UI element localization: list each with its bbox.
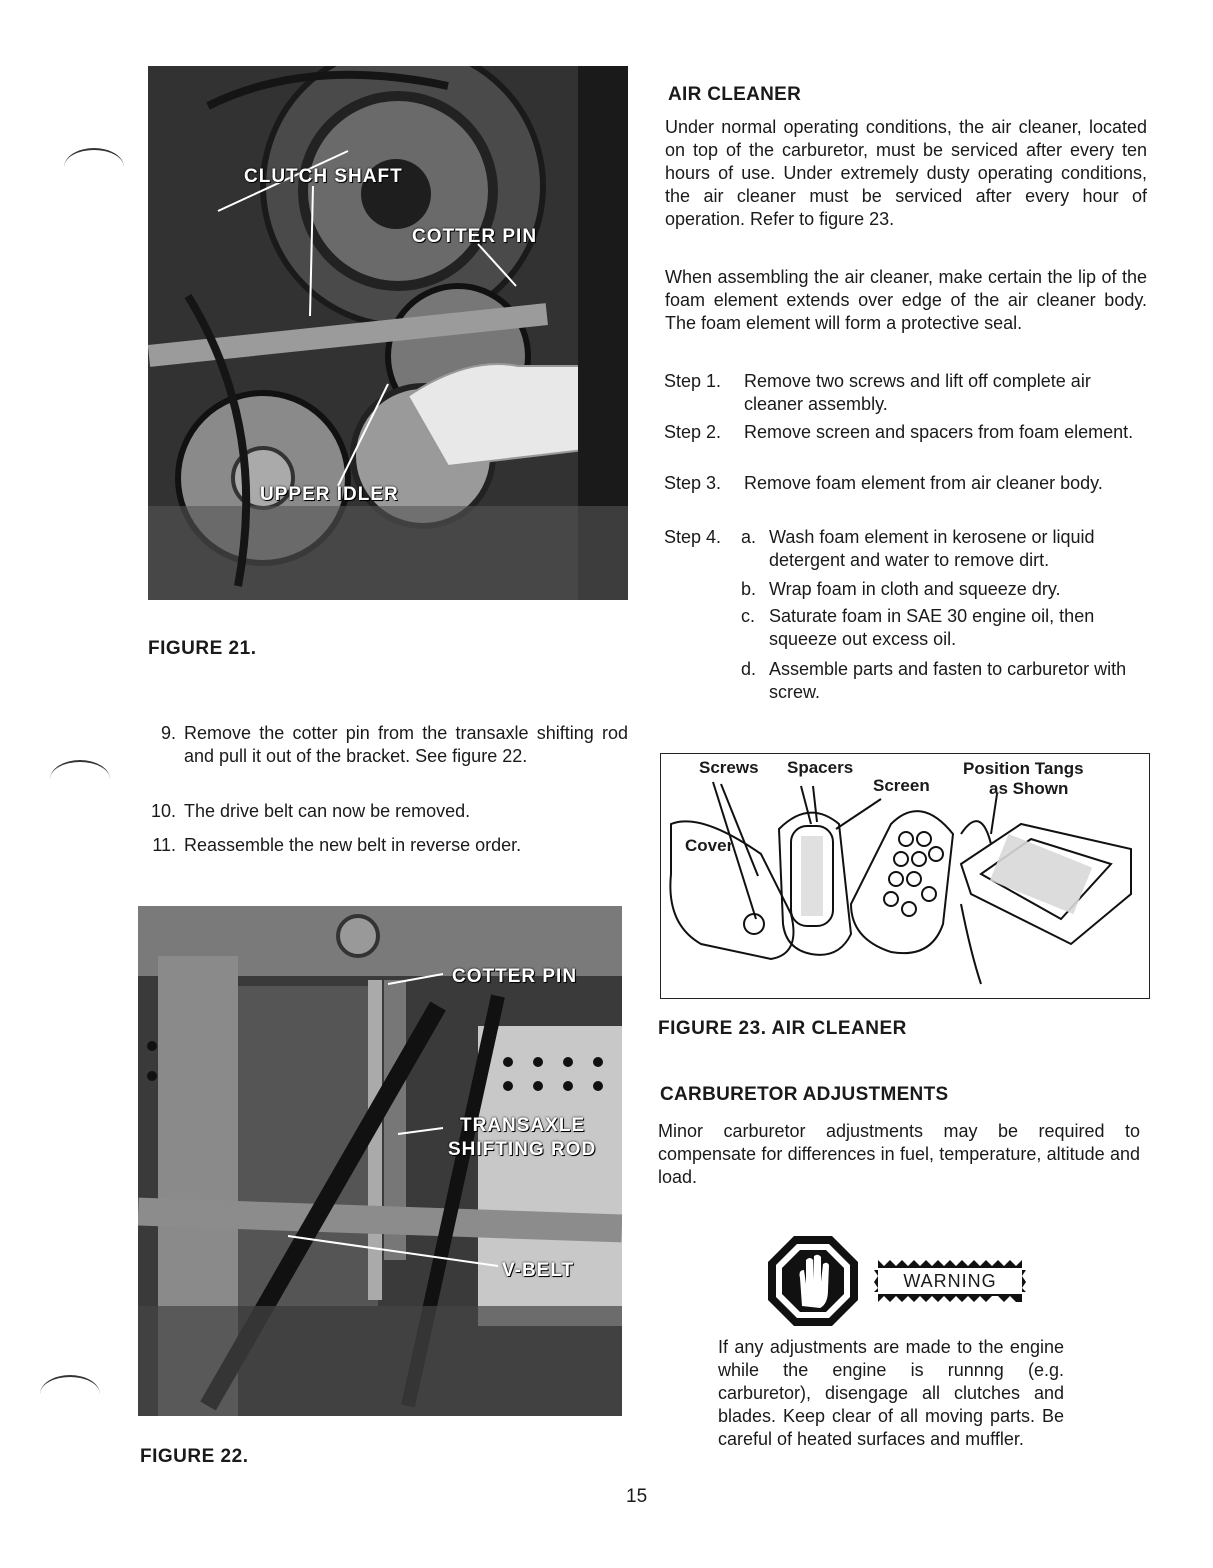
warning-badge-text: WARNING [903,1271,997,1291]
binder-hole [50,760,110,792]
step-item [664,421,1148,467]
binder-hole [40,1375,100,1407]
callout-cotter-pin: COTTER PIN [452,966,578,987]
warning-hand-icon [766,1234,860,1328]
label-spacers: Spacers [787,758,854,777]
substep-item [741,526,1147,572]
callout-transaxle-line2: SHIFTING ROD [448,1139,597,1160]
carburetor-paragraph: Minor carburetor adjustments may be required to compensate for differences in fuel, temperature, altitude and load. [658,1121,1140,1187]
air-cleaner-paragraph-1: Under normal operating conditions, the air cleaner, located on top of the carburetor, must be serviced after every ten hours of use. Under extremely dusty operating conditions, the air cleaner must be serviced after every hour of operation. Refer to figure 23. [665,117,1147,229]
step-label: Step 4. [664,527,722,547]
air-cleaner-heading: AIR CLEANER [668,84,802,105]
step-item [664,472,1148,518]
substep-label: b. [741,579,757,599]
warning-text: If any adjustments are made to the engine while the engine is runnng (e.g. carburetor), disengage all clutches and blades. Keep clear of all moving parts. Be careful of heated surfaces and muffler. [718,1337,1064,1449]
air-cleaner-paragraph-2: When assembling the air cleaner, make certain the lip of the foam element extends over edge of the air cleaner body. The foam element will form a protective seal. [665,267,1147,333]
figure-21-caption: FIGURE 21. [148,638,257,659]
label-position-tangs-line2: as Shown [989,779,1069,798]
step-text: Remove screen and spacers from foam element. [744,422,1134,442]
step-label: Step 3. [664,473,722,493]
substep-label: d. [741,659,757,679]
callout-cotter-pin: COTTER PIN [412,226,538,247]
callout-upper-idler: UPPER IDLER [260,484,399,505]
callout-transaxle-shifting-rod [448,1114,596,1162]
callout-clutch-shaft: CLUTCH SHAFT [244,166,403,187]
warning-badge [872,1258,1028,1304]
step-item [664,370,1148,416]
substep-item [741,605,1147,651]
figure-22-photo [138,906,622,1416]
callout-v-belt: V-BELT [502,1260,575,1281]
substep-text: Saturate foam in SAE 30 engine oil, then squeeze out excess oil. [769,606,1095,649]
list-item-text: Reassemble the new belt in reverse order. [184,835,522,855]
substep-label: c. [741,606,756,626]
figure-21-photo [148,66,628,600]
binder-hole [64,148,124,180]
list-item [140,722,628,791]
list-item-text: The drive belt can now be removed. [184,801,471,821]
step-label: Step 2. [664,422,722,442]
step-text: Remove two screws and lift off complete air cleaner assembly. [744,371,1091,414]
callout-transaxle-line1: TRANSAXLE [460,1115,586,1136]
figure-23-diagram [660,753,1150,999]
figure-23-caption: FIGURE 23. AIR CLEANER [658,1018,907,1039]
list-item-number: 11. [152,835,176,855]
list-item-number: 9. [160,723,176,743]
list-item-number: 10. [150,801,176,821]
list-item-text: Remove the cotter pin from the transaxle shifting rod and pull it out of the bracket. See figure 22. [184,723,628,766]
carburetor-heading: CARBURETOR ADJUSTMENTS [660,1084,949,1105]
substep-item [741,578,1147,601]
substep-text: Assemble parts and fasten to carburetor with screw. [769,659,1127,702]
figure-22-caption: FIGURE 22. [140,1446,249,1467]
step-label: Step 1. [664,371,722,391]
list-item [140,800,628,823]
substep-text: Wrap foam in cloth and squeeze dry. [769,579,1061,599]
substep-item [741,658,1147,704]
page-number: 15 [626,1486,648,1507]
label-screen: Screen [873,776,930,795]
substep-text: Wash foam element in kerosene or liquid detergent and water to remove dirt. [769,527,1095,570]
substep-label: a. [741,527,757,547]
label-screws: Screws [699,758,759,777]
label-cover: Cover [685,836,734,855]
list-item [140,834,628,857]
label-position-tangs-line1: Position Tangs [963,759,1084,778]
step-text: Remove foam element from air cleaner body. [744,473,1103,493]
